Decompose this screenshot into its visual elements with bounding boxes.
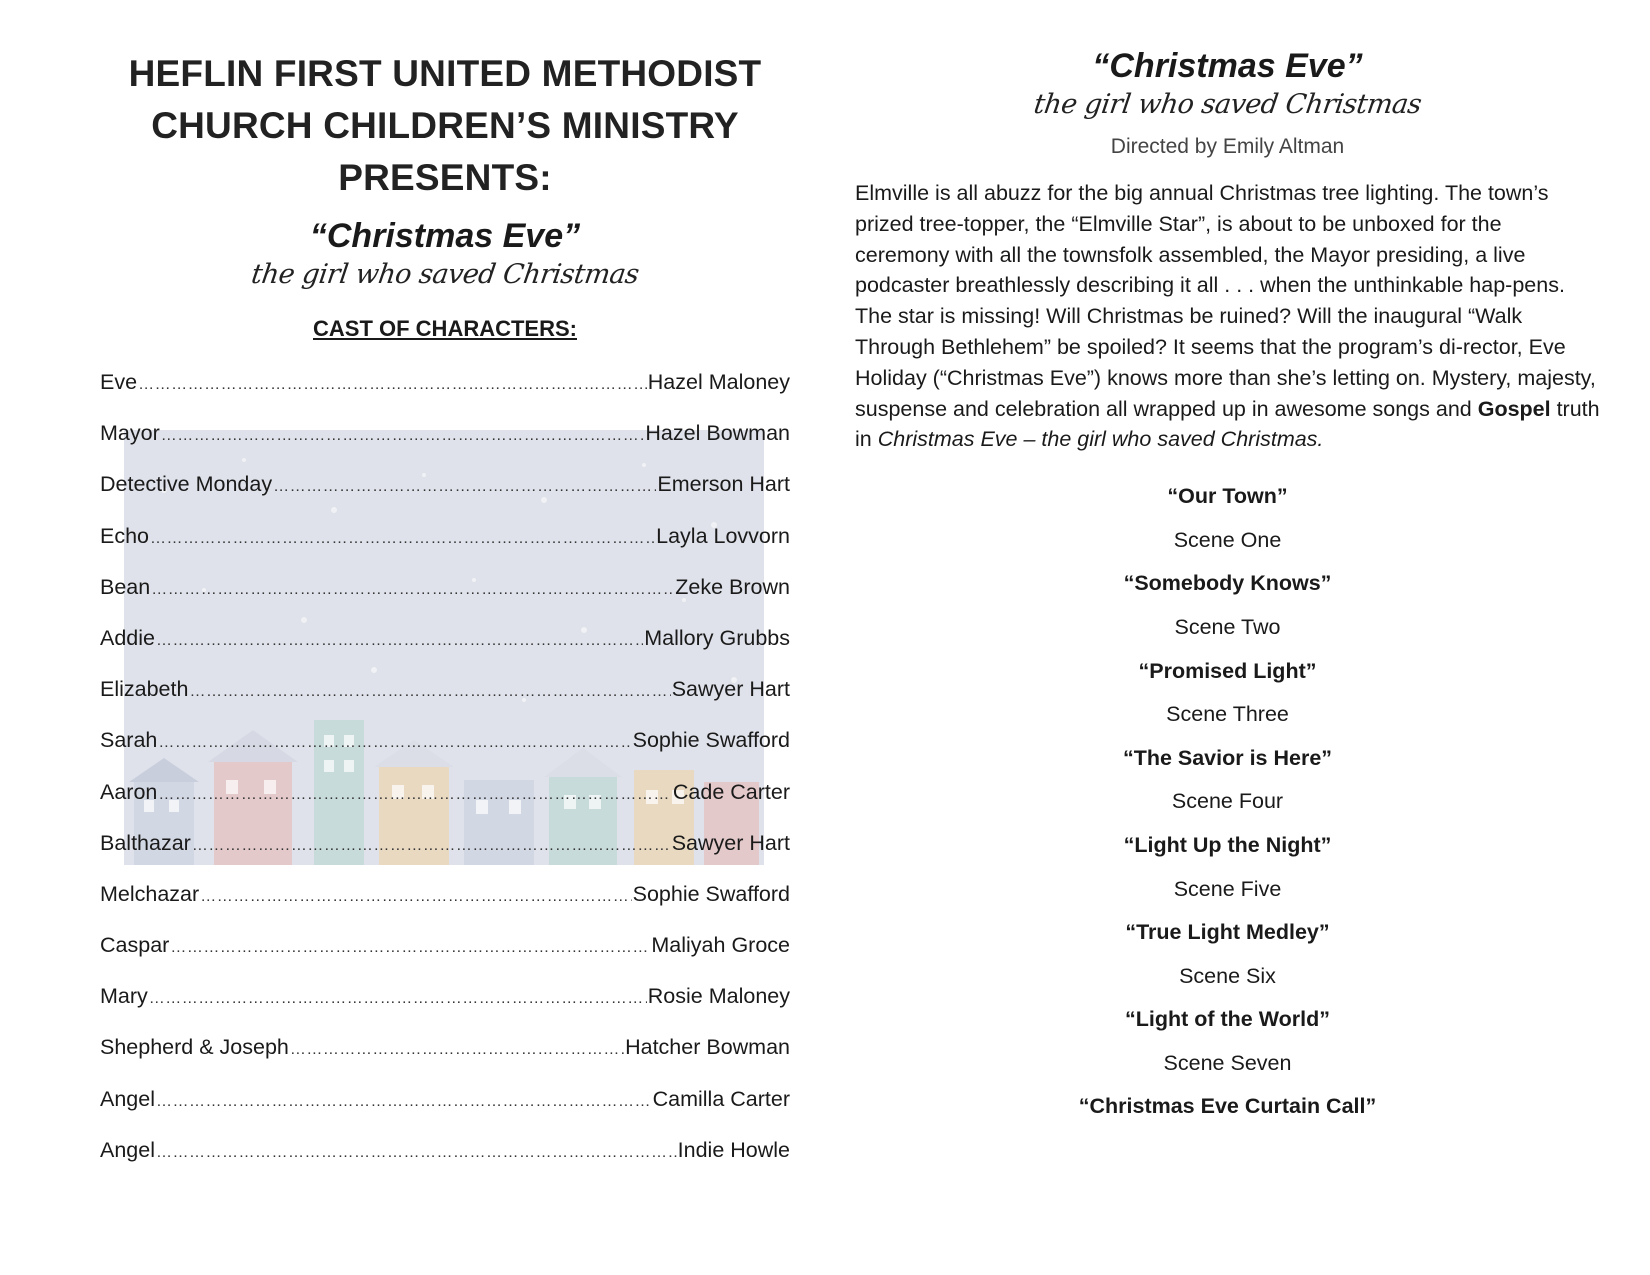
cast-row <box>100 626 790 677</box>
cast-heading: CAST OF CHARACTERS: <box>313 316 577 341</box>
cast-row <box>100 1087 790 1138</box>
dot-leader <box>151 581 674 599</box>
cast-row <box>100 882 790 933</box>
play-title: “Christmas Eve” <box>309 217 581 255</box>
cast-row <box>100 472 790 523</box>
synopsis-main: Elmville is all abuzz for the big annual Christmas tree lighting. The town’s prized tree-topper, the “Elmville Star”, is about to be unboxed for the ceremony with all the townsfolk assembled, the Mayor presiding, a live podcaster breathlessly describing it all . . . when the unthinkable hap-pens. The star is missing! Will Christmas be ruined? Will the inaugural “Walk Through Bethlehem” be spoiled? It seems that the program’s di-rector, Eve Holiday (“Christmas Eve”) knows more than she’s letting on. Mystery, majesty, suspense and celebration all wrapped up in awesome songs and <box>855 181 1596 421</box>
cast-role: Angel <box>100 1086 155 1111</box>
cast-row <box>100 831 790 882</box>
cast-actor: Sophie Swafford <box>632 728 790 753</box>
cast-row <box>100 575 790 626</box>
scene-label: Scene Five <box>1173 876 1282 901</box>
song-title: “True Light Medley” <box>1125 920 1330 945</box>
cast-role: Angel <box>100 1137 155 1162</box>
cast-actor: Layla Lovvorn <box>656 523 790 548</box>
cast-actor: Maliyah Groce <box>651 933 790 958</box>
cast-role: Elizabeth <box>100 677 189 702</box>
cast-actor: Cade Carter <box>672 779 790 804</box>
scene-label: Scene Four <box>1171 789 1284 814</box>
song-title: “Somebody Knows” <box>1123 571 1332 596</box>
dot-leader <box>149 990 647 1008</box>
scene-label: Scene Three <box>1166 702 1289 727</box>
cast-row <box>100 780 790 831</box>
cast-list <box>100 370 790 1189</box>
presenter-heading <box>100 48 790 204</box>
cast-role: Bean <box>100 574 151 599</box>
cast-actor: Indie Howle <box>677 1137 790 1162</box>
dot-leader <box>290 1041 624 1059</box>
cast-actor: Hatcher Bowman <box>625 1035 790 1060</box>
dot-leader <box>156 632 643 650</box>
cast-role: Balthazar <box>100 830 191 855</box>
cast-row <box>100 1138 790 1189</box>
dot-leader <box>273 478 656 496</box>
synopsis <box>855 178 1600 455</box>
cast-role: Aaron <box>100 779 158 804</box>
right-panel <box>855 44 1600 1129</box>
dot-leader <box>200 888 631 906</box>
cast-role: Mary <box>100 984 148 1009</box>
dot-leader <box>189 683 670 701</box>
synopsis-mid: truth in <box>855 396 1600 452</box>
cast-actor: Hazel Bowman <box>645 421 790 446</box>
cast-actor: Mallory Grubbs <box>644 625 790 650</box>
cast-role: Shepherd & Joseph <box>100 1035 289 1060</box>
song-title: “Promised Light” <box>1138 658 1317 683</box>
cast-row <box>100 1035 790 1086</box>
dot-leader <box>156 1093 652 1111</box>
cast-actor: Sophie Swafford <box>632 881 790 906</box>
cast-role: Caspar <box>100 933 170 958</box>
cast-actor: Sawyer Hart <box>671 677 790 702</box>
cast-row <box>100 421 790 472</box>
scene-label: Scene Six <box>1179 963 1276 988</box>
cast-actor: Emerson Hart <box>657 472 790 497</box>
cast-role: Detective Monday <box>100 472 273 497</box>
scene-label: Scene Seven <box>1163 1050 1292 1075</box>
dot-leader <box>170 939 650 957</box>
play-title-right: “Christmas Eve” <box>1092 47 1363 85</box>
dot-leader <box>192 837 671 855</box>
cast-role: Melchazar <box>100 881 200 906</box>
song-title: “The Savior is Here” <box>1122 745 1333 770</box>
presenter-line: PRESENTS: <box>338 157 552 198</box>
play-subtitle: the girl who saved Christmas <box>249 259 641 290</box>
cast-role: Addie <box>100 625 155 650</box>
synopsis-bold: Gospel <box>1477 396 1551 421</box>
cast-actor: Zeke Brown <box>675 574 790 599</box>
cast-role: Mayor <box>100 421 160 446</box>
scene-label: Scene Two <box>1174 614 1281 639</box>
scene-label: Scene One <box>1173 527 1282 552</box>
dot-leader <box>156 1144 677 1162</box>
presenter-line: CHURCH CHILDREN’S MINISTRY <box>151 105 739 146</box>
synopsis-italic: Christmas Eve – the girl who saved Christmas. <box>877 427 1324 452</box>
program-list <box>855 475 1600 1129</box>
cast-row <box>100 984 790 1035</box>
director-credit: Directed by Emily Altman <box>1110 135 1345 158</box>
dot-leader <box>138 376 647 394</box>
cast-actor: Camilla Carter <box>652 1086 790 1111</box>
song-title: “Light Up the Night” <box>1123 832 1332 857</box>
dot-leader <box>158 734 631 752</box>
cast-row <box>100 677 790 728</box>
left-panel <box>100 48 790 1162</box>
cast-row <box>100 933 790 984</box>
song-title: “Light of the World” <box>1124 1007 1330 1032</box>
dot-leader <box>161 427 645 445</box>
cast-row <box>100 524 790 575</box>
cast-actor: Sawyer Hart <box>671 830 790 855</box>
cast-row <box>100 370 790 421</box>
cast-actor: Rosie Maloney <box>647 984 790 1009</box>
cast-role: Eve <box>100 370 138 394</box>
cast-row <box>100 728 790 779</box>
song-title: “Our Town” <box>1167 484 1288 509</box>
play-subtitle-right: the girl who saved Christmas <box>1031 89 1424 120</box>
cast-role: Echo <box>100 523 150 548</box>
dot-leader <box>158 786 672 804</box>
dot-leader <box>150 530 655 548</box>
cast-role: Sarah <box>100 728 158 753</box>
presenter-line: HEFLIN FIRST UNITED METHODIST <box>128 53 762 94</box>
cast-actor: Hazel Maloney <box>647 370 790 394</box>
song-title: “Christmas Eve Curtain Call” <box>1078 1094 1377 1119</box>
